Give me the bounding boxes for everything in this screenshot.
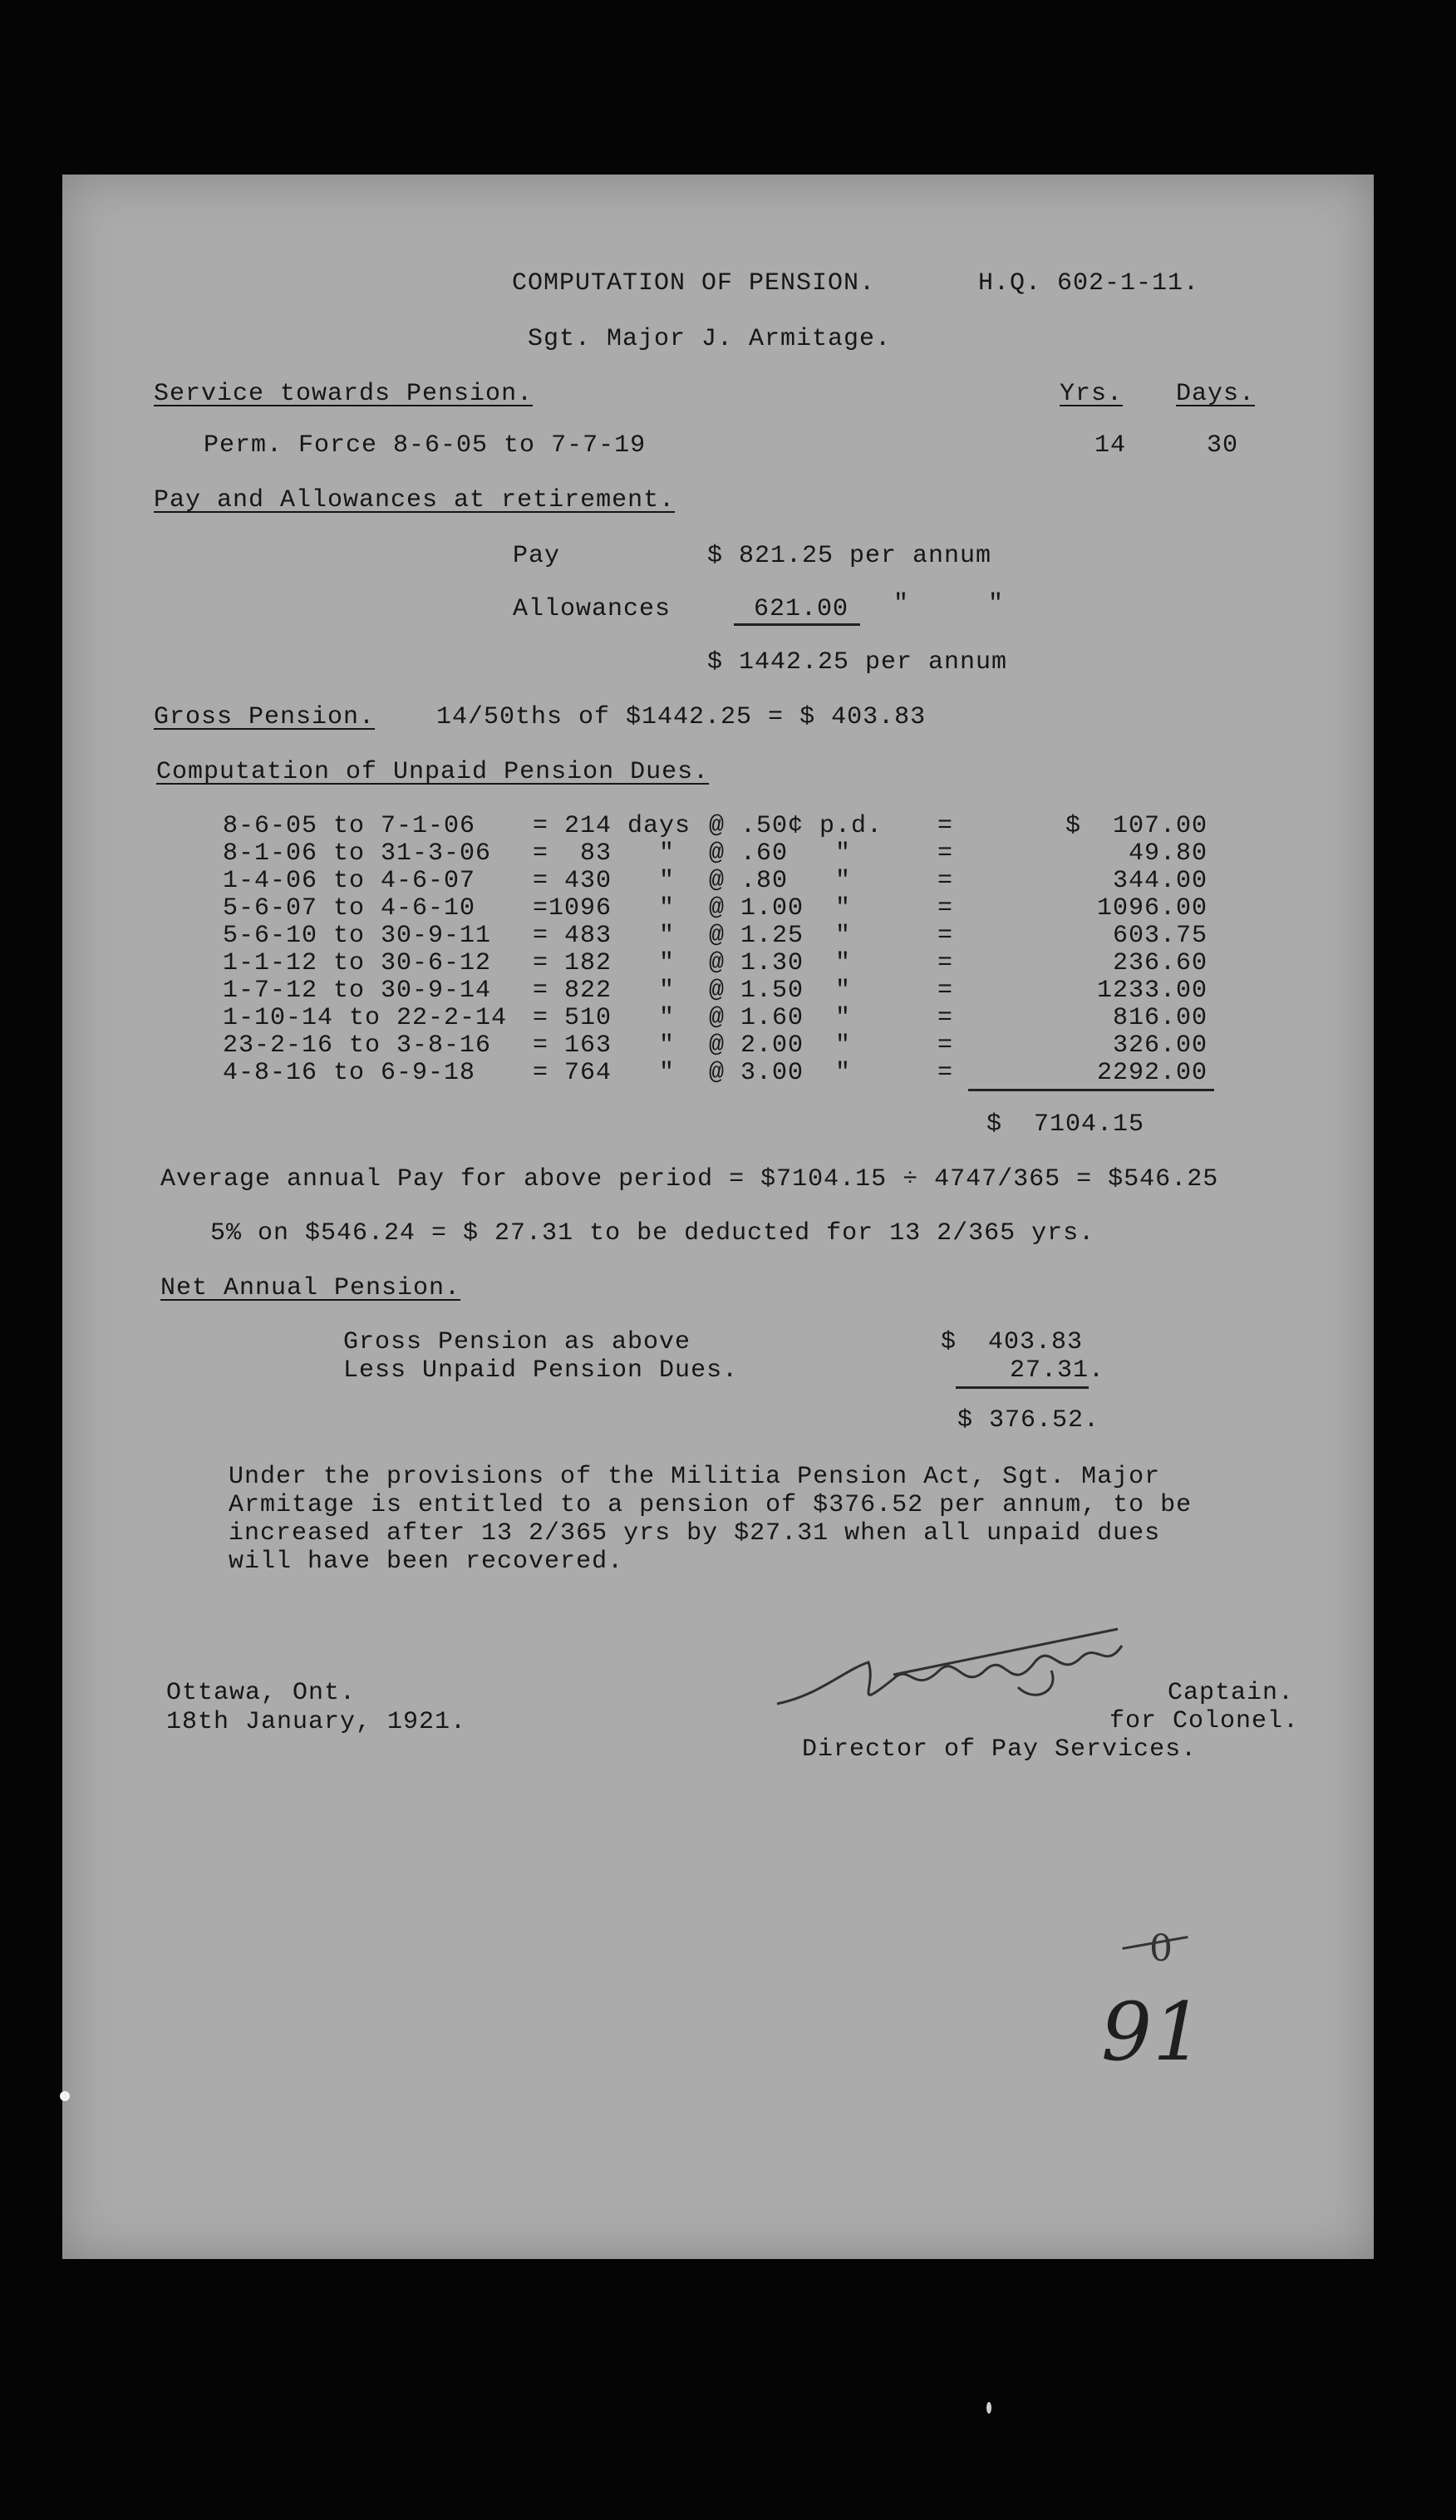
service-heading: Service towards Pension. (154, 380, 534, 408)
allowances-ditto: " " (893, 590, 1005, 618)
row-amount: 236.60 (1112, 949, 1208, 977)
provisions-line: increased after 13 2/365 yrs by $27.31 when all unpaid dues (229, 1519, 1161, 1548)
row-days: = 430 " (533, 867, 676, 895)
row-amount: 326.00 (1112, 1031, 1208, 1060)
row-days: = 510 " (533, 1004, 676, 1032)
row-rate: @ 1.60 " (709, 1004, 852, 1032)
row-equals: = (937, 1004, 954, 1032)
row-rate: @ .50¢ p.d. (709, 812, 883, 840)
row-amount: 603.75 (1112, 922, 1208, 950)
deduction-line: 5% on $546.24 = $ 27.31 to be deducted for 13 2/365 yrs. (210, 1219, 1095, 1248)
net-total-rule (956, 1386, 1089, 1389)
signatory-for-line: for Colonel. (1109, 1707, 1300, 1735)
signatory-office: Director of Pay Services. (802, 1735, 1198, 1764)
net-pension-heading: Net Annual Pension. (160, 1274, 461, 1302)
service-days: 30 (1207, 431, 1239, 460)
row-days: =1096 " (533, 894, 676, 923)
row-equals: = (937, 922, 954, 950)
row-period: 4-8-16 to 6-9-18 (223, 1059, 476, 1087)
years-column-header: Yrs. (1060, 380, 1124, 408)
row-days: = 764 " (533, 1059, 676, 1087)
row-rate: @ .80 " (709, 867, 852, 895)
gross-pension-heading: Gross Pension. (154, 703, 376, 731)
gross-pension-text: 14/50ths of $1442.25 = $ 403.83 (436, 703, 927, 731)
row-equals: = (937, 977, 954, 1005)
signatory-rank: Captain. (1168, 1679, 1295, 1707)
provisions-line: Armitage is entitled to a pension of $376.52 per annum, to be (229, 1491, 1193, 1519)
net-total: $ 376.52. (957, 1406, 1100, 1435)
unpaid-dues-heading: Computation of Unpaid Pension Dues. (156, 758, 710, 786)
place: Ottawa, Ont. (166, 1679, 357, 1707)
signature (769, 1612, 1151, 1729)
row-period: 8-1-06 to 31-3-06 (223, 839, 492, 868)
row-days: = 182 " (533, 949, 676, 977)
row-equals: = (937, 894, 954, 923)
net-gross-amount: $ 403.83 (941, 1328, 1084, 1356)
row-period: 1-4-06 to 4-6-07 (223, 867, 476, 895)
row-days: = 822 " (533, 977, 676, 1005)
unpaid-total: $ 7104.15 (986, 1110, 1145, 1139)
row-equals: = (937, 867, 954, 895)
average-line: Average annual Pay for above period = $7104.15 ÷ 4747/365 = $546.25 (160, 1165, 1219, 1194)
allowances-amount: 621.00 (754, 595, 849, 623)
row-rate: @ 1.25 " (709, 922, 852, 950)
handwritten-page-number: 91 (1101, 1986, 1205, 2079)
row-rate: @ 1.00 " (709, 894, 852, 923)
row-days: = 163 " (533, 1031, 676, 1060)
row-equals: = (937, 812, 954, 840)
row-amount: 49.80 (1128, 839, 1208, 868)
row-amount: 1096.00 (1096, 894, 1208, 923)
row-days: = 83 " (533, 839, 676, 868)
row-equals: = (937, 949, 954, 977)
row-rate: @ 2.00 " (709, 1031, 852, 1060)
row-period: 1-7-12 to 30-9-14 (223, 977, 492, 1005)
row-rate: @ 1.50 " (709, 977, 852, 1005)
row-period: 1-10-14 to 22-2-14 (223, 1004, 508, 1032)
pay-total: $ 1442.25 per annum (707, 648, 1008, 677)
row-rate: @ 3.00 " (709, 1059, 852, 1087)
document-page (62, 175, 1374, 2259)
service-period: Perm. Force 8-6-05 to 7-7-19 (204, 431, 647, 460)
pay-label: Pay (513, 542, 561, 570)
unpaid-total-rule (968, 1089, 1214, 1091)
allowances-underline (734, 623, 860, 626)
handwritten-mark: 0 (1149, 1927, 1173, 1970)
row-period: 5-6-07 to 4-6-10 (223, 894, 476, 923)
row-equals: = (937, 839, 954, 868)
pay-amount: $ 821.25 per annum (707, 542, 992, 570)
date: 18th January, 1921. (166, 1708, 467, 1736)
document-title: COMPUTATION OF PENSION. (512, 269, 876, 298)
row-equals: = (937, 1031, 954, 1060)
scan-speck (60, 2091, 70, 2101)
row-equals: = (937, 1059, 954, 1087)
scan-speck (986, 2402, 991, 2414)
pay-heading: Pay and Allowances at retirement. (154, 486, 676, 514)
net-gross-label: Gross Pension as above (343, 1328, 691, 1356)
days-column-header: Days. (1176, 380, 1256, 408)
service-years: 14 (1094, 431, 1127, 460)
file-reference: H.Q. 602-1-11. (978, 269, 1200, 298)
row-period: 5-6-10 to 30-9-11 (223, 922, 492, 950)
net-less-label: Less Unpaid Pension Dues. (343, 1356, 739, 1385)
allowances-label: Allowances (513, 595, 671, 623)
subject-name: Sgt. Major J. Armitage. (528, 325, 892, 353)
row-period: 8-6-05 to 7-1-06 (223, 812, 476, 840)
row-amount: 344.00 (1112, 867, 1208, 895)
row-amount: $ 107.00 (1065, 812, 1208, 840)
row-amount: 2292.00 (1096, 1059, 1208, 1087)
row-rate: @ 1.30 " (709, 949, 852, 977)
provisions-line: Under the provisions of the Militia Pension Act, Sgt. Major (229, 1463, 1161, 1491)
row-days: = 483 " (533, 922, 676, 950)
row-amount: 1233.00 (1096, 977, 1208, 1005)
row-period: 23-2-16 to 3-8-16 (223, 1031, 492, 1060)
row-amount: 816.00 (1112, 1004, 1208, 1032)
net-less-amount: 27.31. (1010, 1356, 1105, 1385)
row-days: = 214 days (533, 812, 691, 840)
row-period: 1-1-12 to 30-6-12 (223, 949, 492, 977)
row-rate: @ .60 " (709, 839, 852, 868)
provisions-line: will have been recovered. (229, 1548, 624, 1576)
